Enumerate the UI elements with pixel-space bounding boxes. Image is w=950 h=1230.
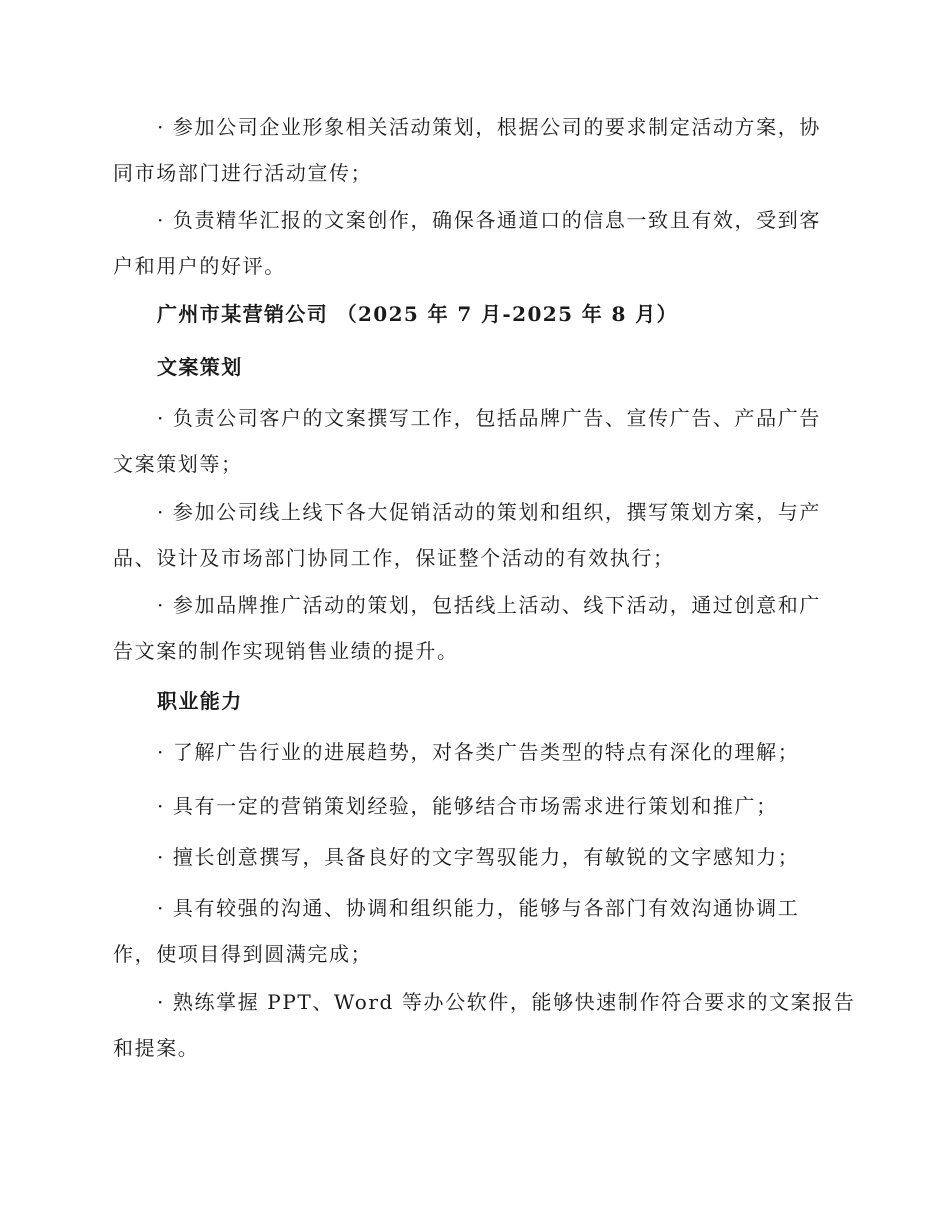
paragraph-line: · 具有一定的营销策划经验，能够结合市场需求进行策划和推广； <box>157 794 778 818</box>
skill-creative-writing <box>113 834 833 880</box>
skill-communication <box>113 885 833 977</box>
paragraph-line: · 参加公司线上线下各大促销活动的策划和组织，撰写策划方案，与产 <box>157 500 821 524</box>
paragraph-brand-promotion <box>113 582 833 674</box>
paragraph-line: 同市场部门进行活动宣传； <box>113 161 373 185</box>
paragraph-line: 户和用户的好评。 <box>113 254 286 278</box>
paragraph-copywriting <box>113 197 833 289</box>
paragraph-line: 和提案。 <box>113 1036 200 1060</box>
role-heading <box>113 344 833 390</box>
paragraph-line: 品、设计及市场部门协同工作，保证整个活动的有效执行； <box>113 546 675 570</box>
heading-text: 文案策划 <box>157 355 243 379</box>
skill-office-software <box>113 979 856 1071</box>
skill-industry-trends <box>113 729 833 775</box>
paragraph-line: · 了解广告行业的进展趋势，对各类广告类型的特点有深化的理解； <box>157 740 800 764</box>
heading-text: 广州市某营销公司 （2025 年 7 月-2025 年 8 月） <box>157 302 679 326</box>
paragraph-line: 告文案的制作实现销售业绩的提升。 <box>113 639 459 663</box>
paragraph-client-copy <box>113 395 833 487</box>
paragraph-line: 文案策划等； <box>113 452 243 476</box>
paragraph-promotions <box>113 489 833 581</box>
paragraph-line: · 负责公司客户的文案撰写工作，包括品牌广告、宣传广告、产品广告 <box>157 406 821 430</box>
paragraph-line: 作，使项目得到圆满完成； <box>113 942 373 966</box>
skills-heading <box>113 678 833 724</box>
heading-text: 职业能力 <box>157 689 243 713</box>
paragraph-line: · 负责精华汇报的文案创作，确保各通道口的信息一致且有效，受到客 <box>157 208 821 232</box>
paragraph-line: · 参加公司企业形象相关活动策划，根据公司的要求制定活动方案，协 <box>157 115 821 139</box>
paragraph-line: · 参加品牌推广活动的策划，包括线上活动、线下活动，通过创意和广 <box>157 593 821 617</box>
paragraph-line: · 具有较强的沟通、协调和组织能力，能够与各部门有效沟通协调工 <box>157 896 800 920</box>
paragraph-line: · 熟练掌握 PPT、Word 等办公软件，能够快速制作符合要求的文案报告 <box>157 990 856 1014</box>
company-heading <box>113 291 833 337</box>
paragraph-line: · 擅长创意撰写，具备良好的文字驾驭能力，有敏锐的文字感知力； <box>157 845 800 869</box>
skill-marketing-planning <box>113 783 833 829</box>
paragraph-activity-planning <box>113 104 833 196</box>
